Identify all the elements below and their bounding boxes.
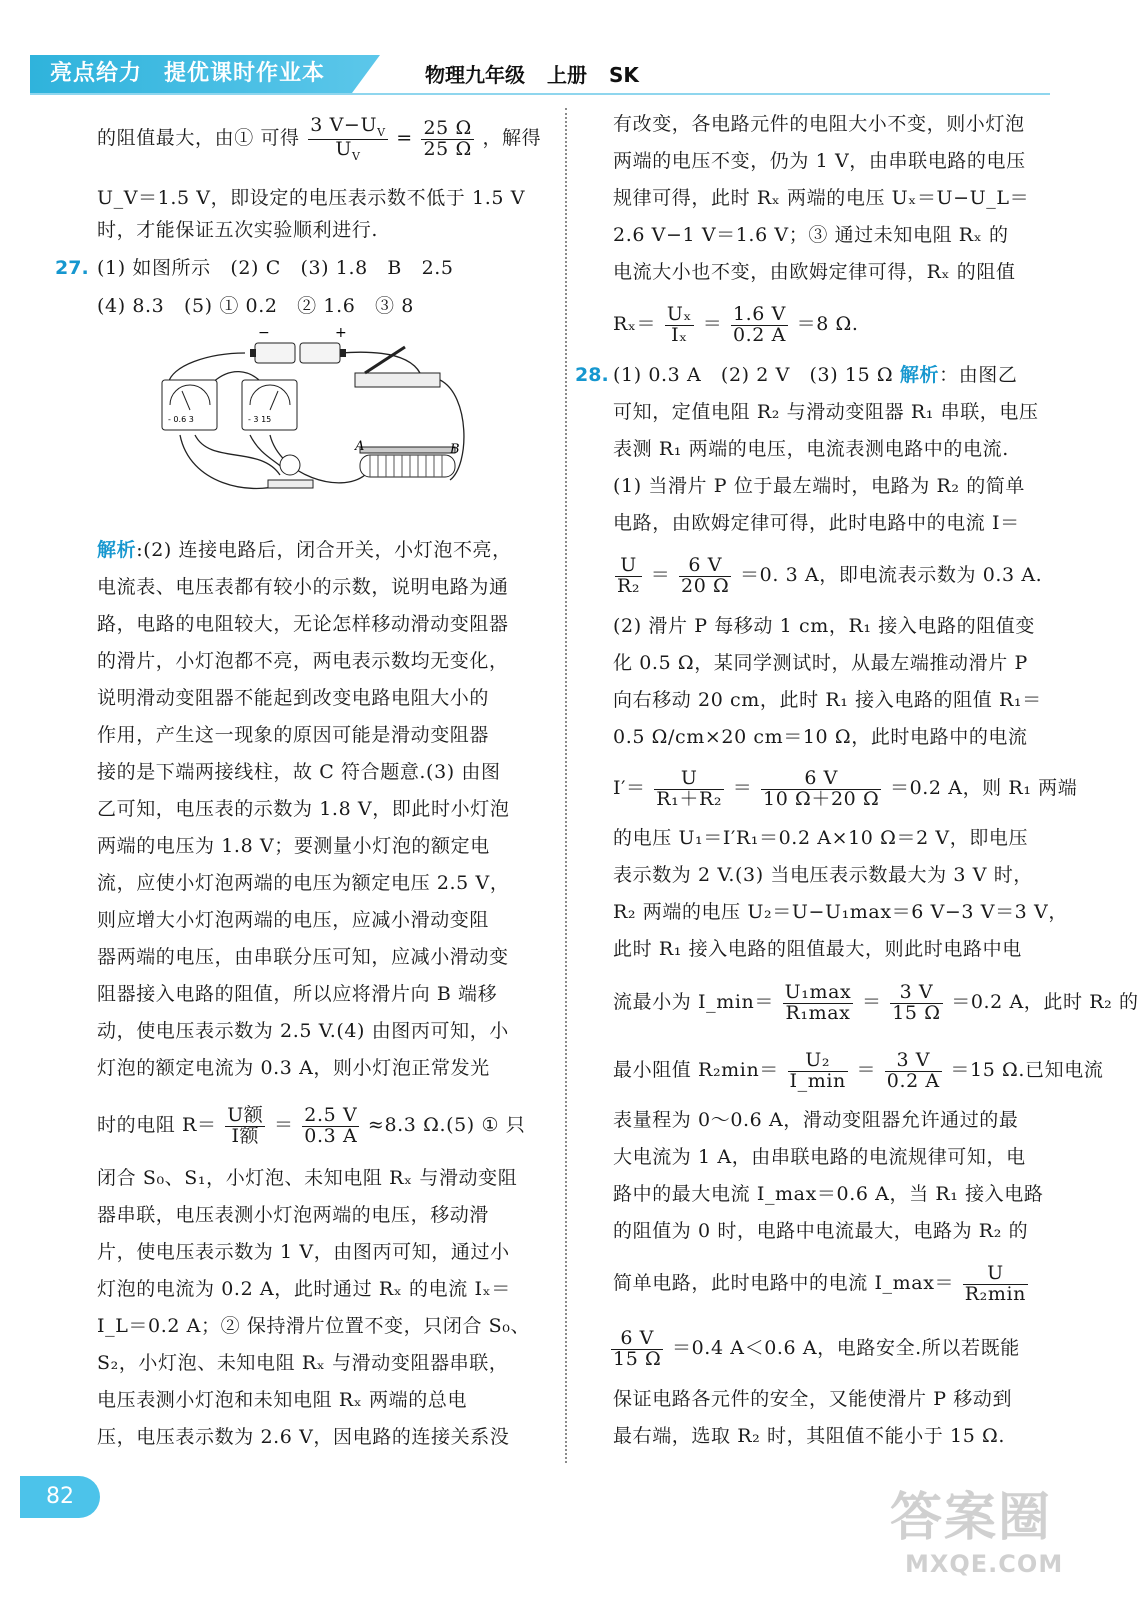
- right-analysis-24: 最右端，选取 R₂ 时，其阻值不能小于 15 Ω.: [613, 1425, 1006, 1447]
- brand-name: 亮点给力: [50, 61, 143, 86]
- fraction: $\frac{U}{\text{R₂min}}$: [964, 1261, 1027, 1305]
- fraction: $\frac{3 V-U_V}{U_V}$: [310, 114, 386, 163]
- fraction: $\frac{6 V}{15 \Omega}$: [613, 1326, 662, 1370]
- fraction: $\frac{U}{\text{R₂}}$: [617, 553, 641, 597]
- left-line-2: U_V＝1.5 V，即设定的电压表示数不低于 1.5 V: [97, 187, 526, 209]
- left-analysis-16: 时的电阻 R＝ $\frac{\text{U额}}{\text{I额}}$ ＝ $\frac{2.5 V}{0.3 A}$ ≈8.3 Ω.(5) ① 只: [97, 1103, 526, 1147]
- fraction: $\frac{3 V}{15 \Omega}$: [892, 980, 941, 1024]
- switch: [355, 347, 440, 387]
- q28-answers: (1) 0.3 A (2) 2 V (3) 15 Ω 解析：由图乙: [613, 364, 1018, 386]
- watermark: 答案圈 MXQE.COM: [890, 1488, 1064, 1578]
- header-rule: [30, 93, 1050, 95]
- right-analysis-15: 流最小为 I_min＝ $\frac{\text{U₁max}}{\text{R₁max}}$ ＝ $\frac{3 V}{15 \Omega}$ ＝0.2 A，此时 R₂ 的: [613, 980, 1139, 1024]
- left-analysis-6: 作用，产生这一现象的原因可能是滑动变阻器: [97, 724, 490, 746]
- right-analysis-22: $\frac{6 V}{15 \Omega}$ ＝0.4 A＜0.6 A，电路安全.所以若既能: [613, 1326, 1020, 1370]
- left-analysis-12: 器两端的电压，由串联分压可知，应减小滑动变: [97, 946, 509, 968]
- right-analysis-1: 可知，定值电阻 R₂ 与滑动变阻器 R₁ 串联，电压: [613, 401, 1039, 423]
- page-number: 82: [20, 1476, 100, 1518]
- left-analysis-3: 路，电路的电阻较大，无论怎样移动滑动变阻器: [97, 613, 509, 635]
- svg-text:+: +: [335, 325, 347, 341]
- light-bulb: [268, 455, 313, 488]
- left-analysis-13: 阻器接入电路的阻值，所以应将滑片向 B 端移: [97, 983, 498, 1005]
- right-analysis-5: $\frac{U}{\text{R₂}}$ ＝ $\frac{6 V}{20 \Omega}$ ＝0. 3 A，即电流表示数为 0.3 A.: [617, 553, 1043, 597]
- question-27-number: 27.: [55, 257, 89, 279]
- left-analysis-14: 动，使电压表示数为 2.5 V.(4) 由图丙可知，小: [97, 1020, 509, 1042]
- right-analysis-4: 电路，由欧姆定律可得，此时电路中的电流 I＝: [613, 512, 1020, 534]
- ammeter: [162, 380, 217, 430]
- left-analysis-4: 的滑片，小灯泡都不亮，两电表示数均无变化，: [97, 650, 509, 672]
- fraction: $\frac{1.6 V}{0.2 A}$: [732, 302, 786, 346]
- fraction: $\frac{U}{\text{R₁＋R₂}}$: [656, 766, 723, 810]
- right-analysis-19: 路中的最大电流 I_max＝0.6 A，当 R₁ 接入电路: [613, 1183, 1044, 1205]
- left-analysis-7: 接的是下端两接线柱，故 C 符合题意.(3) 由图: [97, 761, 501, 783]
- right-line-6: Rₓ＝ $\frac{\text{Uₓ}}{\text{Iₓ}}$ ＝ $\frac{1.6 V}{0.2 A}$ ＝8 Ω.: [613, 302, 859, 346]
- right-line-2: 两端的电压不变，仍为 1 V，由串联电路的电压: [613, 150, 1026, 172]
- fraction: $\frac{2.5 V}{0.3 A}$: [304, 1103, 358, 1147]
- series-name: 提优课时作业本: [164, 61, 326, 86]
- header-brand: [50, 58, 325, 90]
- right-analysis-16: 最小阻值 R₂min＝ $\frac{\text{U₂}}{I\_\min}$ ＝ $\frac{3 V}{0.2 A}$ ＝15 Ω.已知电流: [613, 1048, 1104, 1092]
- right-analysis-2: 表测 R₁ 两端的电压，电流表测电路中的电流.: [613, 438, 1009, 460]
- volume-label: 上册: [547, 63, 587, 87]
- right-analysis-9: 0.5 Ω/cm×20 cm＝10 Ω，此时电路中的电流: [613, 726, 1028, 748]
- right-analysis-13: R₂ 两端的电压 U₂＝U−U₁max＝6 V−3 V＝3 V，: [613, 901, 1068, 923]
- fraction: $\frac{\text{U额}}{\text{I额}}$: [227, 1103, 264, 1147]
- left-analysis-1: 解析:(2) 连接电路后，闭合开关，小灯泡不亮，: [97, 539, 512, 561]
- fraction: $\frac{6 V}{10 \Omega+20 \Omega}$: [763, 766, 880, 810]
- svg-text:- 3 15: - 3 15: [248, 415, 272, 424]
- question-28-number: 28.: [575, 364, 609, 386]
- left-analysis-22: S₂，小灯泡、未知电阻 Rₓ 与滑动变阻器串联，: [97, 1352, 509, 1374]
- left-line-1: 的阻值最大，由① 可得 $\frac{3 V-U_V}{U_V}$ = $\frac{25 \Omega}{25 \Omega}$ ，解得: [97, 114, 542, 163]
- svg-text:B: B: [450, 442, 460, 457]
- right-analysis-11: 的电压 U₁＝I′R₁＝0.2 A×10 Ω＝2 V，即电压: [613, 827, 1029, 849]
- q27-answers-1: (1) 如图所示 (2) C (3) 1.8 B 2.5: [97, 257, 454, 279]
- right-analysis-18: 大电流为 1 A，由串联电路的电流规律可知，电: [613, 1146, 1026, 1168]
- fraction: $\frac{3 V}{0.2 A}$: [886, 1048, 940, 1092]
- subject-label: 物理九年级: [425, 63, 525, 87]
- analysis-tag: 解析: [97, 539, 137, 561]
- right-analysis-10: I′＝ $\frac{U}{\text{R₁＋R₂}}$ ＝ $\frac{6 V}{10 \Omega+20 \Omega}$ ＝0.2 A，则 R₁ 两端: [613, 766, 1078, 810]
- left-analysis-2: 电流表、电压表都有较小的示数，说明电路为通: [97, 576, 509, 598]
- left-analysis-17: 闭合 S₀、S₁，小灯泡、未知电阻 Rₓ 与滑动变阻: [97, 1167, 518, 1189]
- fraction: $\frac{25 \Omega}{25 \Omega}$: [423, 116, 472, 160]
- analysis-tag: 解析: [899, 364, 940, 386]
- fraction: $\frac{\text{Uₓ}}{\text{Iₓ}}$: [666, 302, 693, 346]
- svg-text:- 0.6 3: - 0.6 3: [168, 415, 194, 424]
- right-analysis-17: 表量程为 0～0.6 A，滑动变阻器允许通过的最: [613, 1109, 1019, 1131]
- rheostat: [354, 439, 460, 477]
- left-analysis-21: I_L＝0.2 A；② 保持滑片位置不变，只闭合 S₀、: [97, 1315, 531, 1337]
- fraction: $\frac{\text{U₁max}}{\text{R₁max}}$: [784, 980, 852, 1024]
- voltmeter: [242, 380, 297, 430]
- right-analysis-6: (2) 滑片 P 每移动 1 cm，R₁ 接入电路的阻值变: [613, 615, 1036, 637]
- svg-text:A: A: [355, 439, 365, 454]
- left-analysis-5: 说明滑动变阻器不能起到改变电路电阻大小的: [97, 687, 490, 709]
- column-divider: [565, 108, 567, 1463]
- circuit-diagram: [150, 325, 480, 525]
- right-analysis-21: 简单电路，此时电路中的电流 I_max＝ $\frac{U}{\text{R₂min}}$: [613, 1261, 1027, 1305]
- left-analysis-20: 灯泡的电流为 0.2 A，此时通过 Rₓ 的电流 Iₓ＝: [97, 1278, 511, 1300]
- right-line-4: 2.6 V−1 V＝1.6 V；③ 通过未知电阻 Rₓ 的: [613, 224, 1009, 246]
- header-subject: [425, 60, 661, 90]
- left-analysis-10: 流，应使小灯泡两端的电压为额定电压 2.5 V，: [97, 872, 510, 894]
- left-analysis-18: 器串联，电压表测小灯泡两端的电压，移动滑: [97, 1204, 490, 1226]
- right-analysis-12: 表示数为 2 V.(3) 当电压表示数最大为 3 V 时，: [613, 864, 1033, 886]
- svg-text:−: −: [258, 325, 270, 341]
- left-analysis-24: 压，电压表示数为 2.6 V，因电路的连接关系没: [97, 1426, 510, 1448]
- right-analysis-23: 保证电路各元件的安全，又能使滑片 P 移动到: [613, 1388, 1013, 1410]
- battery: [250, 325, 347, 363]
- q27-answers-2: (4) 8.3 (5) ① 0.2 ② 1.6 ③ 8: [97, 295, 414, 317]
- left-analysis-23: 电压表测小灯泡和未知电阻 Rₓ 两端的总电: [97, 1389, 468, 1411]
- edition-label: SK: [609, 63, 639, 87]
- left-analysis-15: 灯泡的额定电流为 0.3 A，则小灯泡正常发光: [97, 1057, 490, 1079]
- right-analysis-8: 向右移动 20 cm，此时 R₁ 接入电路的阻值 R₁＝: [613, 689, 1042, 711]
- right-line-5: 电流大小也不变，由欧姆定律可得，Rₓ 的阻值: [613, 261, 1016, 283]
- right-analysis-14: 此时 R₁ 接入电路的阻值最大，则此时电路中电: [613, 938, 1022, 960]
- left-analysis-9: 两端的电压为 1.8 V；要测量小灯泡的额定电: [97, 835, 490, 857]
- fraction: $\frac{6 V}{20 \Omega}$: [681, 553, 730, 597]
- right-line-1: 有改变，各电路元件的电阻大小不变，则小灯泡: [613, 113, 1025, 135]
- right-analysis-20: 的阻值为 0 时，电路中电流最大，电路为 R₂ 的: [613, 1220, 1029, 1242]
- left-line-3: 时，才能保证五次实验顺利进行.: [97, 219, 379, 241]
- right-line-3: 规律可得，此时 Rₓ 两端的电压 Uₓ＝U−U_L＝: [613, 187, 1030, 209]
- fraction: $\frac{\text{U₂}}{I\_\min}$: [789, 1048, 846, 1092]
- left-analysis-11: 则应增大小灯泡两端的电压，应减小滑动变阻: [97, 909, 490, 931]
- left-analysis-19: 片，使电压表示数为 1 V，由图丙可知，通过小: [97, 1241, 510, 1263]
- left-analysis-8: 乙可知，电压表的示数为 1.8 V，即此时小灯泡: [97, 798, 510, 820]
- right-analysis-7: 化 0.5 Ω，某同学测试时，从最左端推动滑片 P: [613, 652, 1028, 674]
- right-analysis-3: (1) 当滑片 P 位于最左端时，电路为 R₂ 的简单: [613, 475, 1026, 497]
